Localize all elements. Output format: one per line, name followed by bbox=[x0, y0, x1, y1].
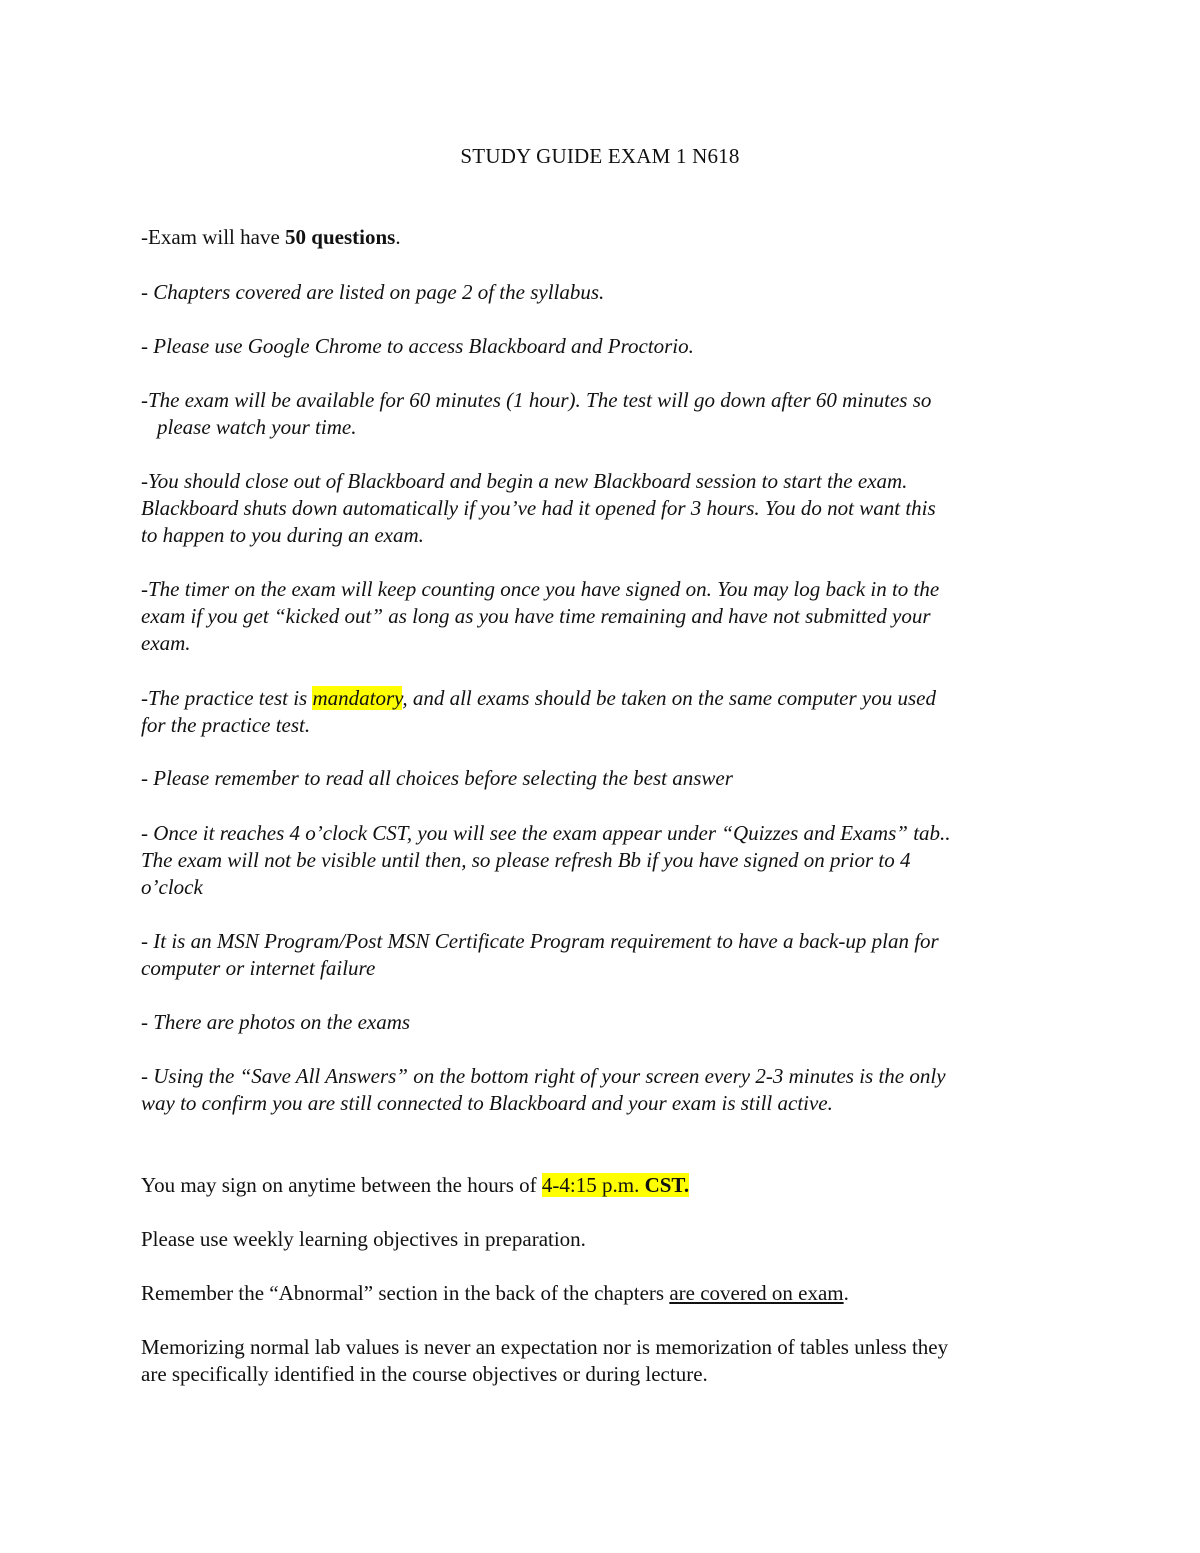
memorizing-line-1: Memorizing normal lab values is never an expectation nor is memorization of tables unless they bbox=[141, 1335, 949, 1359]
memorizing-note bbox=[141, 1334, 1061, 1388]
exam-count-bold: 50 questions bbox=[285, 225, 396, 249]
four-oclock-line-3: o’clock bbox=[141, 875, 203, 899]
exam-question-count bbox=[141, 224, 1061, 251]
exam-count-suffix: . bbox=[395, 225, 401, 249]
four-oclock-line-1: - Once it reaches 4 o’clock CST, you will see the exam appear under “Quizzes and Exams” tab.. bbox=[141, 821, 951, 845]
close-blackboard-note bbox=[141, 468, 1061, 549]
timer-line-3: exam. bbox=[141, 631, 191, 655]
close-blackboard-line-2: Blackboard shuts down automatically if you’ve had it opened for 3 hours. You do not want this bbox=[141, 496, 936, 520]
practice-test-note bbox=[141, 685, 1061, 739]
sign-on-time-highlight: 4-4:15 p.m. bbox=[541, 1173, 645, 1197]
close-blackboard-line-1: -You should close out of Blackboard and begin a new Blackboard session to start the exam. bbox=[141, 469, 908, 493]
backup-plan-line-1: - It is an MSN Program/Post MSN Certificate Program requirement to have a back-up plan for bbox=[141, 929, 939, 953]
abnormal-section-note bbox=[141, 1280, 1061, 1307]
read-choices-note: - Please remember to read all choices before selecting the best answer bbox=[141, 766, 733, 790]
sign-on-timezone-highlight: CST. bbox=[644, 1173, 690, 1197]
timer-line-1: -The timer on the exam will keep counting once you have signed on. You may log back in to the bbox=[141, 577, 940, 601]
four-oclock-line-2: The exam will not be visible until then, so please refresh Bb if you have signed on prior to 4 bbox=[141, 848, 911, 872]
backup-plan-line-2: computer or internet failure bbox=[141, 956, 376, 980]
sign-on-prefix: You may sign on anytime between the hours of bbox=[141, 1173, 542, 1197]
practice-line-2: for the practice test. bbox=[141, 713, 311, 737]
timer-line-2: exam if you get “kicked out” as long as you have time remaining and have not submitted your bbox=[141, 604, 931, 628]
availability-line-2: please watch your time. bbox=[157, 415, 357, 439]
availability-note bbox=[141, 387, 1061, 441]
abnormal-prefix: Remember the “Abnormal” section in the back of the chapters bbox=[141, 1281, 670, 1305]
close-blackboard-line-3: to happen to you during an exam. bbox=[141, 523, 424, 547]
abnormal-suffix: . bbox=[843, 1281, 849, 1305]
backup-plan-note bbox=[141, 928, 1061, 982]
abnormal-underlined: are covered on exam bbox=[669, 1281, 844, 1305]
save-answers-line-2: way to confirm you are still connected to Blackboard and your exam is still active. bbox=[141, 1091, 833, 1115]
save-answers-line-1: - Using the “Save All Answers” on the bottom right of your screen every 2-3 minutes is the only bbox=[141, 1064, 946, 1088]
four-oclock-note bbox=[141, 820, 1061, 901]
practice-prefix: -The practice test is bbox=[141, 686, 313, 710]
exam-count-prefix: -Exam will have bbox=[141, 225, 286, 249]
save-answers-note bbox=[141, 1063, 1061, 1117]
chapters-covered-note: - Chapters covered are listed on page 2 of the syllabus. bbox=[141, 280, 605, 304]
objectives-note: Please use weekly learning objectives in preparation. bbox=[141, 1227, 586, 1251]
chrome-note: - Please use Google Chrome to access Blackboard and Proctorio. bbox=[141, 334, 694, 358]
mandatory-highlight: mandatory bbox=[312, 686, 403, 710]
photos-note: - There are photos on the exams bbox=[141, 1010, 411, 1034]
memorizing-line-2: are specifically identified in the course objectives or during lecture. bbox=[141, 1362, 708, 1386]
availability-line-1: -The exam will be available for 60 minutes (1 hour). The test will go down after 60 minutes so bbox=[141, 388, 932, 412]
sign-on-window-note bbox=[141, 1172, 1061, 1199]
timer-note bbox=[141, 576, 1061, 657]
document-title: STUDY GUIDE EXAM 1 N618 bbox=[460, 144, 740, 168]
practice-suffix: , and all exams should be taken on the same computer you used bbox=[402, 686, 936, 710]
